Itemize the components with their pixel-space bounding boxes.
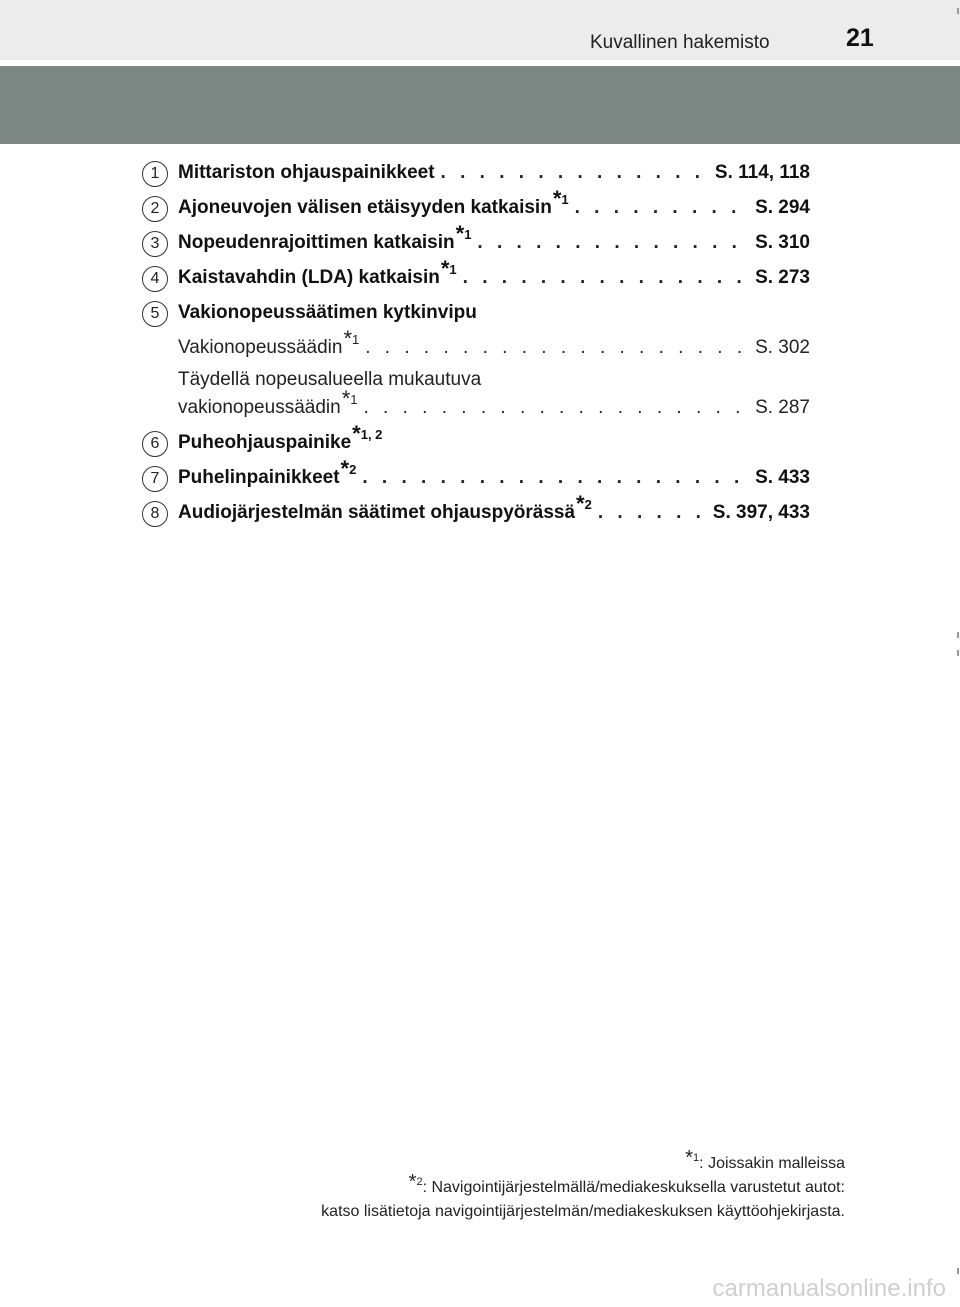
footnote-2-continued: katso lisätietoja navigointijärjestelmän/mediakeskuksen käyttöohjekirjasta. <box>321 1203 845 1220</box>
item-line <box>178 456 810 498</box>
index-item <box>140 491 810 533</box>
item-number-badge: 3 <box>142 231 168 257</box>
footnote-ref: 1 <box>449 262 457 277</box>
sub-item-line <box>178 368 810 393</box>
item-number-badge: 8 <box>142 501 168 527</box>
item-label: Vakionopeussäätimen kytkinvipu <box>178 302 477 323</box>
item-line <box>178 221 810 263</box>
footnote-ref: 1 <box>561 192 569 207</box>
item-line <box>178 421 810 463</box>
leader-dots <box>365 333 749 363</box>
header-strip <box>0 0 960 60</box>
leader-dots <box>363 393 749 423</box>
index-item <box>140 256 810 298</box>
index-item <box>140 456 810 498</box>
sub-item-line <box>178 386 810 428</box>
item-number-badge: 7 <box>142 466 168 492</box>
footnote-ref: 1, 2 <box>360 427 383 442</box>
item-label: Kaistavahdin (LDA) katkaisin$^{*1}$ <box>178 256 457 288</box>
index-item <box>140 298 810 428</box>
image-placeholder-band <box>0 66 960 144</box>
item-label: Puhelinpainikkeet$^{*2}$ <box>178 456 357 488</box>
page-reference[interactable]: S. 397, 433 <box>712 502 810 523</box>
footnote-ref: 1 <box>350 392 358 407</box>
footnote-1: $^{*1}$: Joissakin malleissa <box>685 1147 845 1172</box>
leader-dots <box>441 158 709 188</box>
footnote-ref: 2 <box>349 462 357 477</box>
page-reference[interactable]: S. 273 <box>755 267 810 288</box>
sub-item-label: Täydellä nopeusalueella mukautuva <box>178 369 482 390</box>
page-reference[interactable]: S. 294 <box>755 197 810 218</box>
footnote-ref: 2 <box>584 497 592 512</box>
footnote-ref: 1 <box>352 332 360 347</box>
leader-dots <box>598 498 707 528</box>
page-reference[interactable]: S. 302 <box>755 337 810 358</box>
edge-mark <box>957 632 959 638</box>
item-number-badge: 6 <box>142 431 168 457</box>
item-line <box>178 298 810 333</box>
sub-item-line <box>178 326 810 368</box>
leader-dots <box>477 228 749 258</box>
item-label: Audiojärjestelmän säätimet ohjauspyörässä$^{*2}$ <box>178 491 592 523</box>
index-item <box>140 221 810 263</box>
item-line <box>178 256 810 298</box>
item-number-badge: 1 <box>142 161 168 187</box>
footnote-2: $^{*2}$: Navigointijärjestelmällä/mediakeskuksella varustetut autot: <box>408 1171 845 1196</box>
edge-mark <box>957 1268 959 1274</box>
item-line <box>178 158 810 193</box>
item-label: Ajoneuvojen välisen etäisyyden katkaisin$^{*1}$ <box>178 186 569 218</box>
item-line <box>178 186 810 228</box>
leader-dots <box>463 263 749 293</box>
sub-item-label: vakionopeussäädin$^{*1}$ <box>178 386 358 418</box>
sub-item-label: Vakionopeussäädin$^{*1}$ <box>178 326 360 358</box>
index-list <box>140 158 810 533</box>
item-number-badge: 4 <box>142 266 168 292</box>
leader-dots <box>575 193 749 223</box>
edge-mark <box>957 650 959 656</box>
index-item <box>140 186 810 228</box>
item-label: Nopeudenrajoittimen katkaisin$^{*1}$ <box>178 221 472 253</box>
footnotes <box>321 1147 845 1224</box>
watermark: carmanualsonline.info <box>712 1275 946 1302</box>
page-reference[interactable]: S. 287 <box>755 397 810 418</box>
page-number: 21 <box>846 24 874 52</box>
index-item <box>140 158 810 193</box>
item-label: Mittariston ohjauspainikkeet <box>178 162 435 183</box>
index-item <box>140 421 810 463</box>
section-title: Kuvallinen hakemisto <box>590 32 770 53</box>
page-reference[interactable]: S. 310 <box>755 232 810 253</box>
footnote-ref: 1 <box>464 227 472 242</box>
page-reference[interactable]: S. 114, 118 <box>714 162 810 183</box>
item-number-badge: 5 <box>142 301 168 327</box>
item-line <box>178 491 810 533</box>
edge-mark <box>957 8 959 14</box>
item-number-badge: 2 <box>142 196 168 222</box>
leader-dots <box>362 463 749 493</box>
item-label: Puheohjauspainike$^{*1, 2}$ <box>178 421 383 453</box>
page-reference[interactable]: S. 433 <box>755 467 810 488</box>
